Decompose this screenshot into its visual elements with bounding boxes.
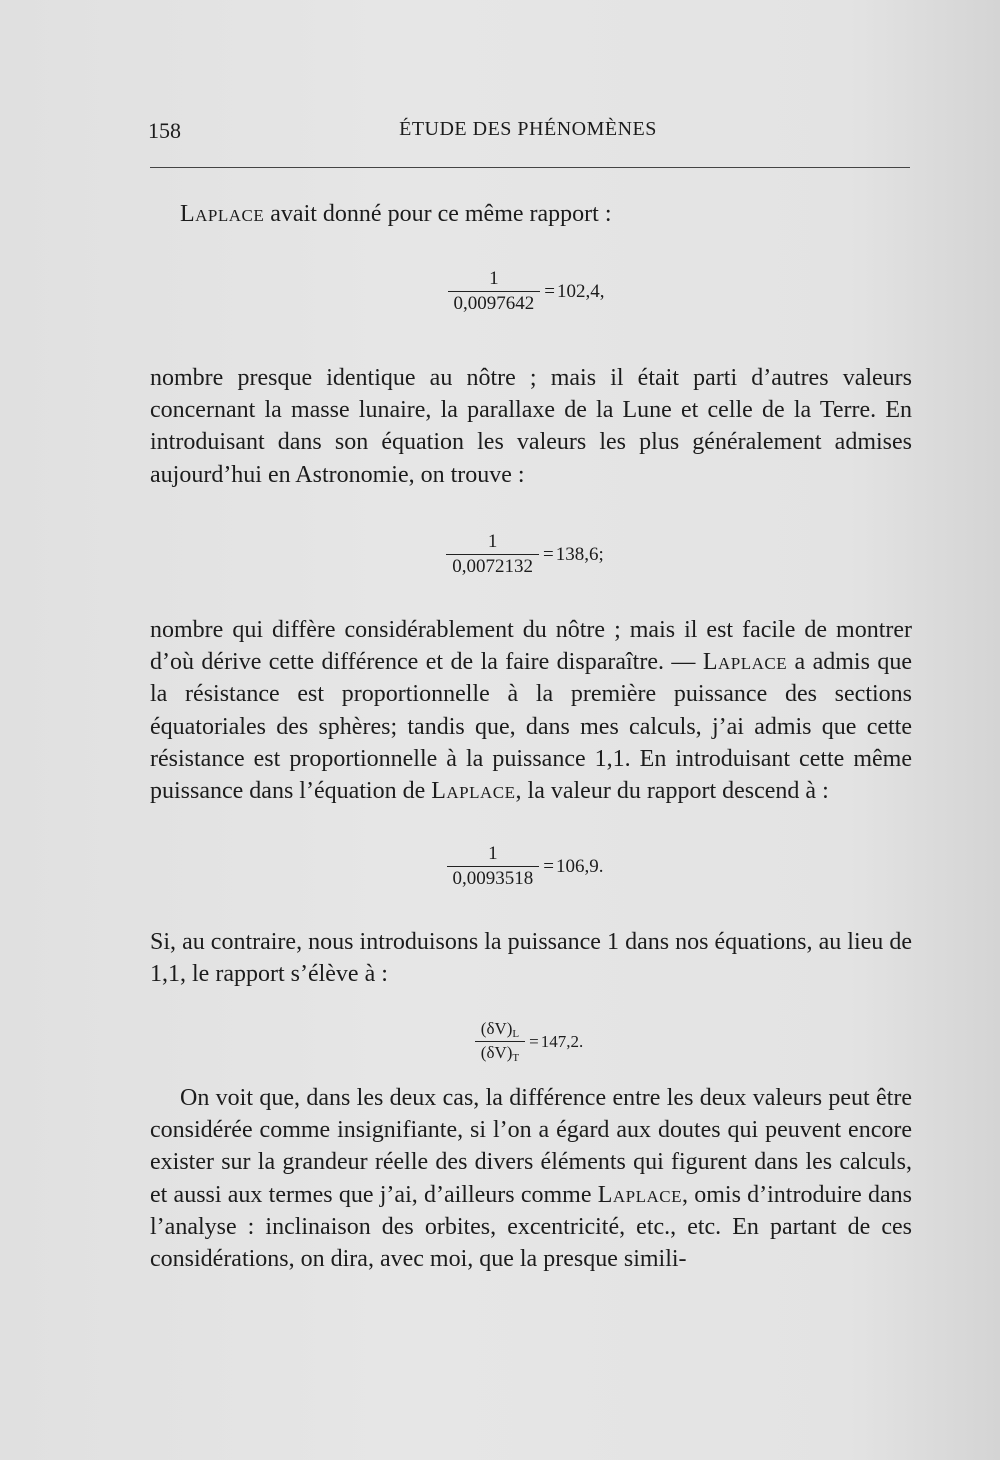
numerator: 1 [487, 531, 498, 552]
page-header [148, 118, 908, 148]
paragraph-4: Si, au contraire, nous introduisons la puissance 1 dans nos équations, au lieu de 1,1, le rapport s’élève à : [150, 929, 912, 988]
equation-3 [0, 843, 1000, 890]
p5-text-b: , omis d’introduire dans l’analyse : inclinaison des orbites, excentricité, etc., etc. En partant de ces considérations, on dira, avec moi, que la presque simili- [150, 1181, 912, 1273]
denominator: 0,0097642 [448, 291, 541, 315]
result: 106,9. [555, 855, 604, 877]
p3-text-a: nombre qui diffère considérablement du nôtre ; mais il est facile de montrer d’où dérive cette différence et de la faire disparaître. — [150, 617, 912, 676]
fraction [448, 268, 541, 315]
running-title: ÉTUDE DES PHÉNOMÈNES [399, 118, 657, 140]
result: 147,2. [540, 1031, 584, 1051]
intro-paragraph [180, 198, 912, 230]
paragraph-5 [150, 1082, 912, 1275]
equals-sign: = [544, 280, 555, 302]
fraction [475, 1019, 525, 1064]
equation-4 [0, 1019, 1000, 1064]
p3-text-c: , la valeur du rapport descend à : [515, 778, 829, 805]
header-rule [150, 167, 910, 168]
fraction [446, 531, 539, 578]
paragraph-3 [150, 614, 912, 807]
equals-sign: = [529, 1031, 539, 1051]
author-name: Laplace [597, 1181, 682, 1208]
denominator-base: (δV) [480, 1043, 513, 1062]
result: 138,6; [555, 543, 604, 565]
result: 102,4, [556, 280, 605, 302]
p5-text-a: On voit que, dans les deux cas, la différence entre les deux valeurs peut être considérée comme insignifiante, si l’on a égard aux doutes qui peuvent encore exister sur la grandeur réelle des divers éléments qui figurent dans les calculs, et aussi aux termes que j’ai, d’ailleurs comme [150, 1085, 912, 1208]
denominator: 0,0072132 [446, 554, 539, 578]
equation-1 [0, 268, 1000, 315]
equals-sign: = [543, 855, 554, 877]
denominator [475, 1041, 525, 1064]
numerator-base: (δV) [480, 1019, 513, 1038]
author-name: Laplace [431, 778, 516, 805]
numerator: 1 [488, 843, 498, 864]
paragraph-2: nombre presque identique au nôtre ; mais il était parti d’autres valeurs concernant la masse lunaire, la parallaxe de la Lune et celle de la Terre. En introduisant dans son équation les valeurs les plus généralement admises aujourd’hui en Astronomie, on trouve : [150, 365, 912, 488]
numerator [475, 1019, 525, 1041]
equals-sign: = [543, 543, 554, 565]
numerator: 1 [489, 268, 499, 289]
denominator: 0,0093518 [447, 866, 540, 890]
fraction [447, 843, 540, 890]
intro-text: avait donné pour ce même rapport : [264, 201, 612, 227]
author-name: Laplace [702, 649, 788, 676]
equation-2 [0, 531, 1000, 578]
p3-text-b: a admis que la résistance est proportionnelle à la première puissance des sections équatoriales des sphères; tandis que, dans mes calculs, j’ai admis que cette résistance est proportionnelle à la puissance 1,1. En introduisant cette même puissance dans l’équation de [150, 649, 912, 805]
page-number: 158 [148, 118, 181, 143]
numerator-subscript: L [512, 1028, 520, 1040]
author-name: Laplace [180, 201, 265, 227]
denominator-subscript: T [512, 1052, 520, 1064]
